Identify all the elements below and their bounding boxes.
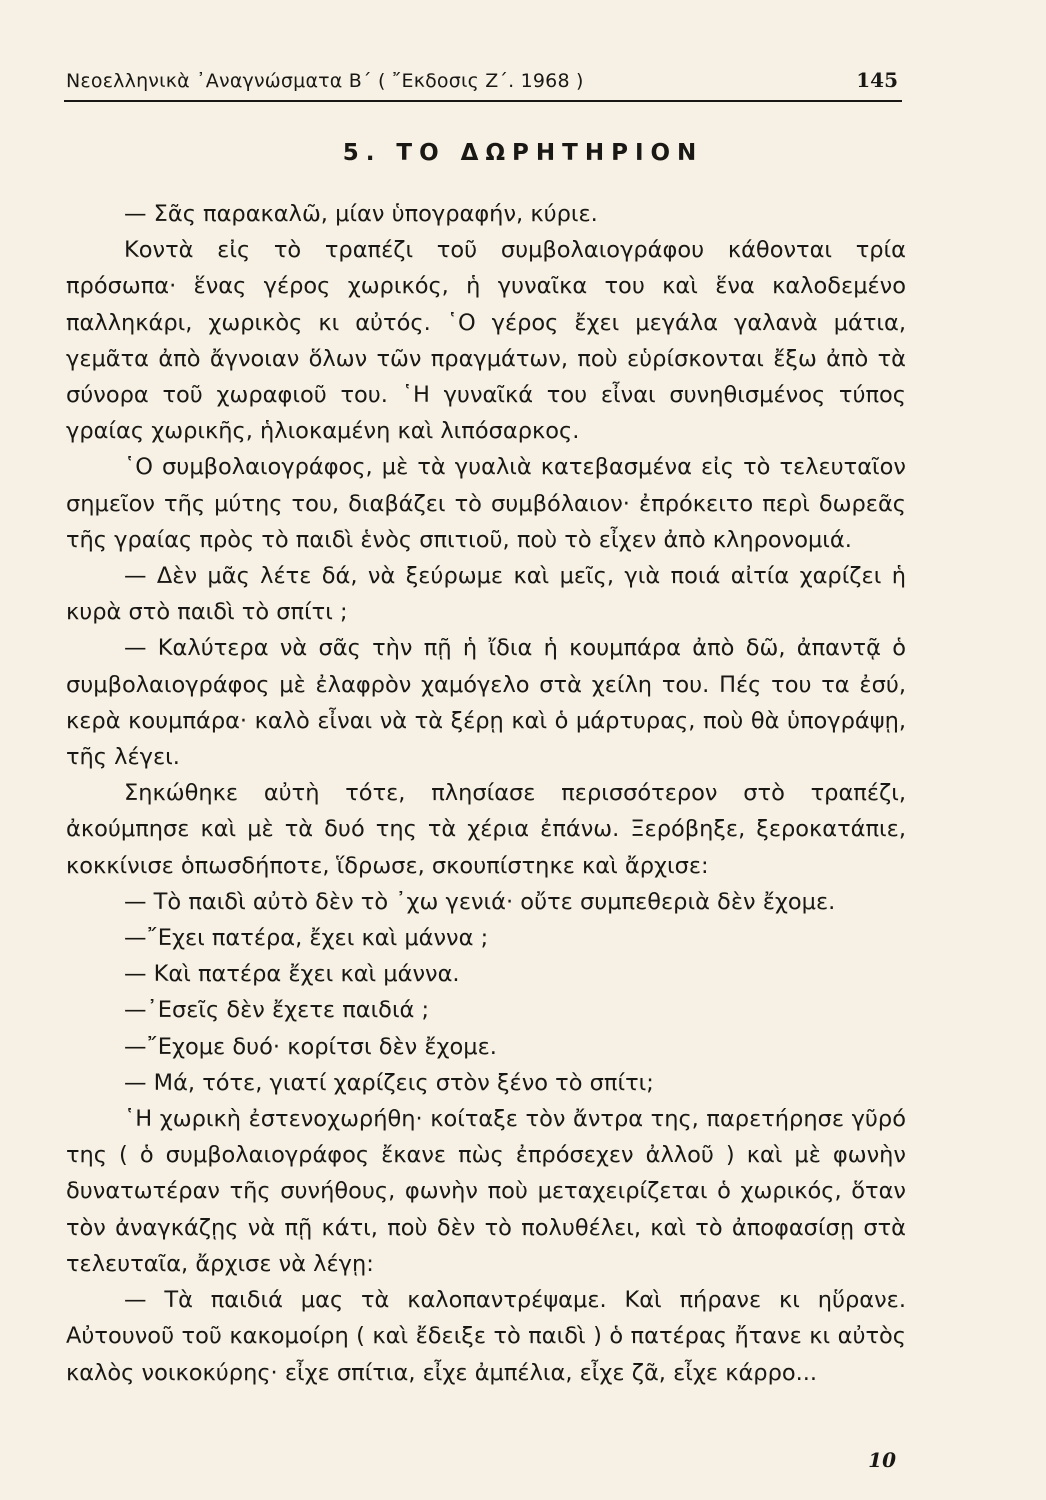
dialogue-line: —῎Εχει πατέρα, ἔχει καὶ μάννα ; — [124, 925, 489, 952]
header-rule — [64, 100, 902, 102]
dialogue-line: —᾿Εσεῖς δὲν ἔχετε παιδιά ; — [124, 997, 430, 1024]
dialogue-line: — Καὶ πατέρα ἔχει καὶ μάννα. — [124, 961, 460, 988]
paragraph: Σηκώθηκε αὐτὴ τότε, πλησίασε περισσότερον στὸ τραπέζι, ἀκούμπησε καὶ μὲ τὰ δυό της τὰ χέρια ἐπάνω. Ξερόβηξε, ξεροκατάπιε, κοκκίνισε ὁπωσδήποτε, ἵδρωσε, σκουπίστηκε καὶ ἄρχισε: — [66, 780, 906, 879]
dialogue-line: — Μά, τότε, γιατί χαρίζεις στὸν ξένο τὸ σπίτι; — [124, 1069, 654, 1096]
paragraph: — Σᾶς παρακαλῶ, μίαν ὑπογραφήν, κύριε. — [124, 201, 598, 227]
chapter-title: 5. ΤΟ ΔΩΡΗΤΗΡΙΟΝ — [342, 140, 704, 166]
paragraph: ῾Ο συμβολαιογράφος, μὲ τὰ γυαλιὰ κατεβασμένα εἰς τὸ τελευταῖον σημεῖον τῆς μύτης του, διαβάζει τὸ συμβόλαιον· ἐπρόκειτο περὶ δωρεᾶς τῆς γραίας πρὸς τὸ παιδὶ ἑνὸς σπιτιοῦ, ποὺ τὸ εἶχεν ἀπὸ κληρονομιά. — [66, 454, 906, 553]
running-header: Νεοελληνικὰ ᾿Αναγνώσματα Β΄ ( ῎Εκδοσις Ζ΄. 1968 ) — [66, 70, 584, 92]
dialogue-line: — Δὲν μᾶς λέτε δά, νὰ ξεύρωμε καὶ μεῖς, γιὰ ποιά αἰτία χαρίζει ἡ κυρὰ στὸ παιδὶ τὸ σπίτι ; — [66, 563, 906, 626]
dialogue-line: — Τὸ παιδὶ αὐτὸ δὲν τὸ ᾿χω γενιά· οὔτε συμπεθεριὰ δὲν ἔχομε. — [124, 888, 836, 915]
dialogue-line: — Τὰ παιδιά μας τὰ καλοπαντρέψαμε. Καὶ πήρανε κι ηὕρανε. Αὐτουνοῦ τοῦ κακομοίρη ( καὶ ἔδειξε τὸ παιδὶ ) ὁ πατέρας ἤτανε κι αὐτὸς καλὸς νοικοκύρης· εἶχε σπίτια, εἶχε ἀμπέλια, εἶχε ζᾶ, εἶχε κάρρο... — [66, 1287, 906, 1386]
body-text — [66, 196, 906, 1391]
signature-mark: 10 — [868, 1448, 896, 1472]
paragraph: Κοντὰ εἰς τὸ τραπέζι τοῦ συμβολαιογράφου κάθονται τρία πρόσωπα· ἕνας γέρος χωρικός, ἡ γυναῖκα του καὶ ἕνα καλοδεμένο παλληκάρι, χωρικὸς κι αὐτός. ῾Ο γέρος ἔχει μεγάλα γαλανὰ μάτια, γεμᾶτα ἀπὸ ἄγνοιαν ὅλων τῶν πραγμάτων, ποὺ εὑρίσκονται ἔξω ἀπὸ τὰ σύνορα τοῦ χωραφιοῦ του. ῾Η γυναῖκά του εἶναι συνηθισμένος τύπος γραίας χωρικῆς, ἡλιοκαμένη καὶ λιπόσαρκος. — [66, 237, 906, 445]
page-number: 145 — [856, 68, 898, 92]
dialogue-line: —῎Εχομε δυό· κορίτσι δὲν ἔχομε. — [124, 1033, 497, 1060]
dialogue-line: — Καλύτερα νὰ σᾶς τὴν πῇ ἡ ἴδια ἡ κουμπάρα ἀπὸ δῶ, ἀπαντᾷ ὁ συμβολαιογράφος μὲ ἐλαφρὸν χαμόγελο στὰ χείλη του. Πές του τα ἐσύ, κερὰ κουμπάρα· καλὸ εἶναι νὰ τὰ ξέρῃ καὶ ὁ μάρτυρας, ποὺ θὰ ὑπογράψῃ, τῆς λέγει. — [66, 635, 906, 771]
paragraph: ῾Η χωρικὴ ἐστενοχωρήθη· κοίταξε τὸν ἄντρα της, παρετήρησε γῦρό της ( ὁ συμβολαιογράφος ἔκανε πὼς ἐπρόσεχεν ἀλλοῦ ) καὶ μὲ φωνὴν δυνατωτέραν τῆς συνήθους, φωνὴν ποὺ μεταχειρίζεται ὁ χωρικός, ὅταν τὸν ἀναγκάζῃς νὰ πῇ κάτι, ποὺ δὲν τὸ πολυθέλει, καὶ τὸ ἀποφασίσῃ στὰ τελευταῖα, ἄρχισε νὰ λέγῃ: — [66, 1106, 906, 1277]
